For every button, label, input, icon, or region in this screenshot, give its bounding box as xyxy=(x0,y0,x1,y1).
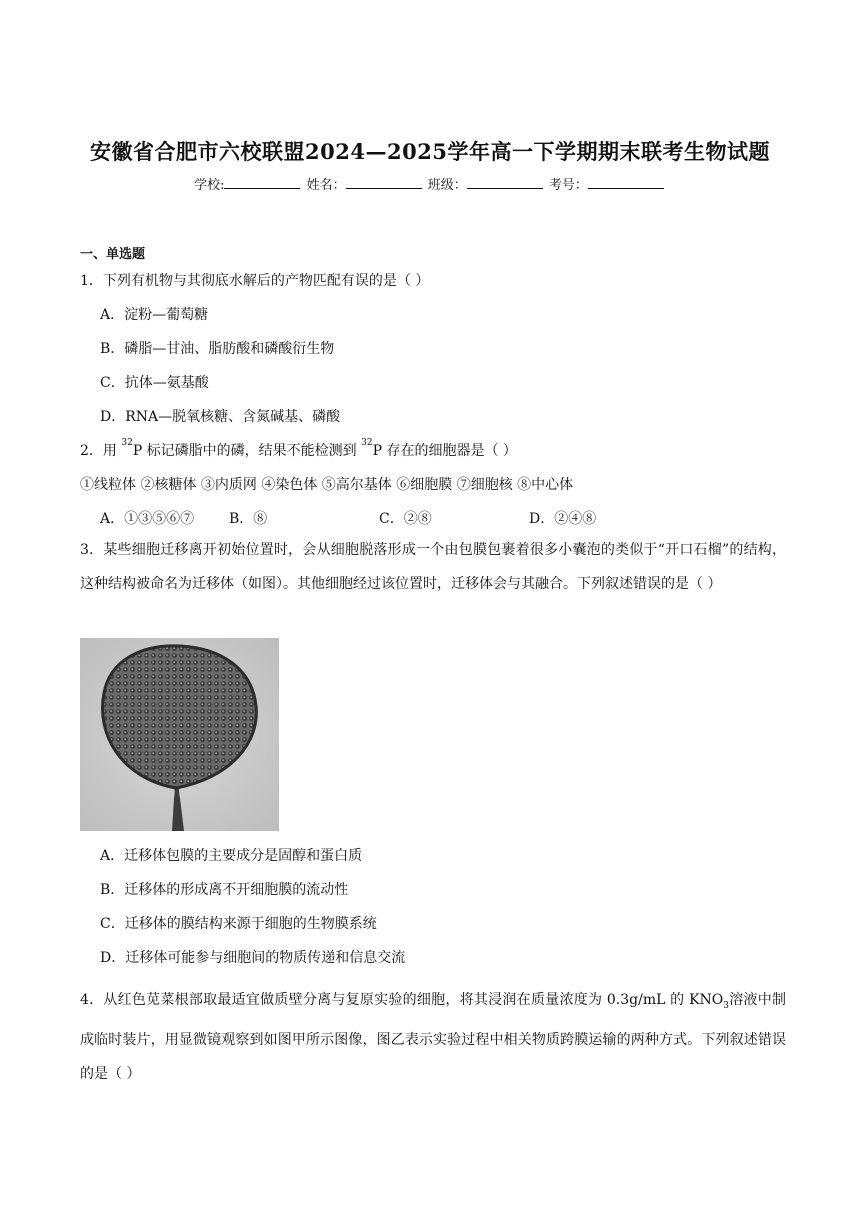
page-title: 安徽省合肥市六校联盟2024—2025学年高一下学期期末联考生物试题 xyxy=(90,139,770,164)
exam-number-blank xyxy=(588,176,664,189)
question-1-option-c: C．抗体—氨基酸 xyxy=(100,375,209,391)
question-1-stem: 1．下列有机物与其彻底水解后的产物匹配有误的是（ ） xyxy=(80,273,430,289)
school-blank xyxy=(224,176,300,189)
question-2-stem: 2．用 $^{32}$P 标记磷脂中的磷，结果不能检测到 $^{32}$P 存在的细胞器是（ ） xyxy=(80,438,517,459)
question-1-option-b: B．磷脂—甘油、脂肪酸和磷酸衍生物 xyxy=(100,341,335,357)
migrasome-micrograph-svg xyxy=(80,638,279,831)
name-label: 姓名： xyxy=(306,178,346,193)
question-2-option-c: C．②⑧ xyxy=(379,511,432,527)
school-label: 学校: xyxy=(194,178,225,193)
question-4-stem: 4．从红色苋菜根部取最适宜做质壁分离与复原实验的细胞，将其浸润在质量浓度为 0.3g/mL 的 $KNO_3$溶液中制成临时装片，用显微镜观察到如图甲所示图像，图乙表示实验过程中相关物质跨膜运输的两种方式。下列叙述错误的是（ ） xyxy=(80,992,787,1082)
question-3-option-c: C．迁移体的膜结构来源于细胞的生物膜系统 xyxy=(100,916,377,932)
question-1-option-d: D．RNA—脱氧核糖、含氮碱基、磷酸 xyxy=(100,409,341,425)
section-title: 一、单选题 xyxy=(80,247,146,262)
question-3-option-d: D．迁移体可能参与细胞间的物质传递和信息交流 xyxy=(100,950,406,966)
name-blank xyxy=(346,176,422,189)
question-3-option-a: A．迁移体包膜的主要成分是固醇和蛋白质 xyxy=(100,848,363,864)
class-label: 班级： xyxy=(427,178,467,193)
question-3-option-b: B．迁移体的形成离不开细胞膜的流动性 xyxy=(100,882,349,898)
student-info-fields xyxy=(0,174,860,193)
question-2-option-b: B．⑧ xyxy=(229,511,268,527)
exam-number-label: 考号： xyxy=(548,178,588,193)
class-blank xyxy=(467,176,543,189)
migrasome-micrograph-image xyxy=(80,638,279,831)
question-2-option-d: D．②④⑧ xyxy=(529,511,597,527)
question-2-items: ①线粒体 ②核糖体 ③内质网 ④染色体 ⑤高尔基体 ⑥细胞膜 ⑦细胞核 ⑧中心体 xyxy=(80,477,574,493)
question-1-option-a: A．淀粉—葡萄糖 xyxy=(100,307,209,323)
question-2-option-a: A．①③⑤⑥⑦ xyxy=(100,511,195,527)
question-3-stem: 3．某些细胞迁移离开初始位置时，会从细胞脱落形成一个由包膜包裹着很多小囊泡的类似于“开口石榴”的结构，这种结构被命名为迁移体（如图）。其他细胞经过该位置时，迁移体会与其融合。下列叙述错误的是（ ） xyxy=(80,542,786,592)
